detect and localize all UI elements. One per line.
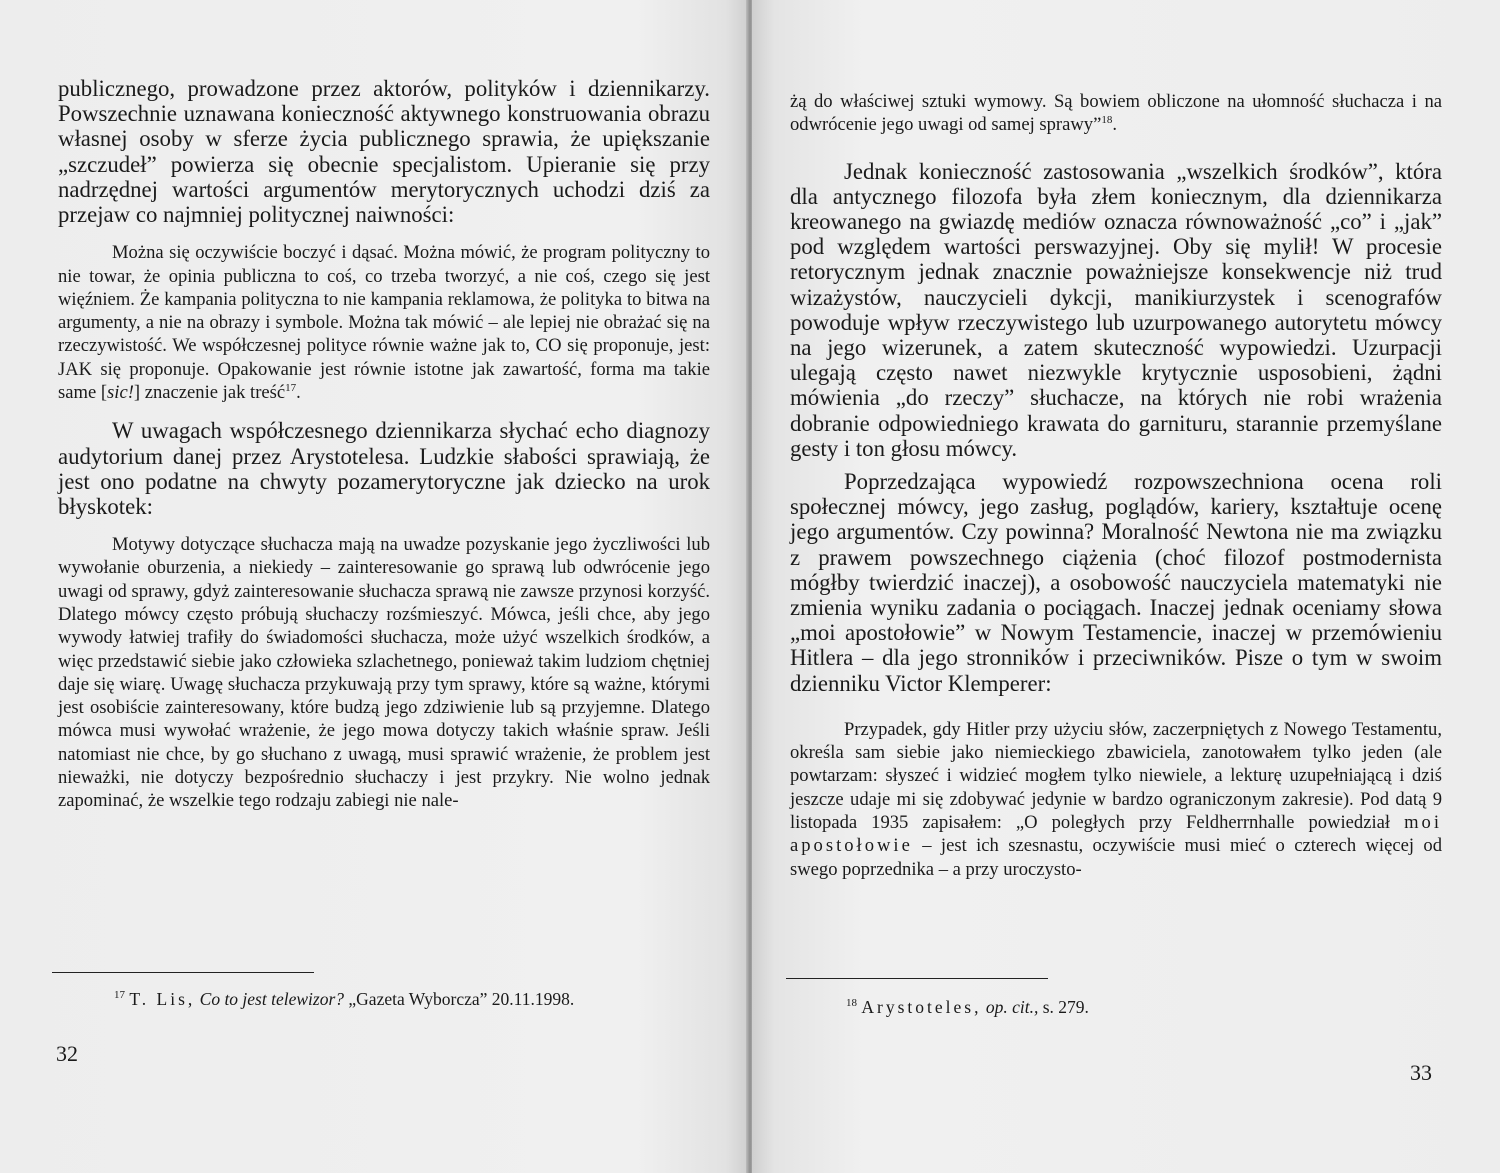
right-footnote-rule	[786, 978, 1048, 979]
left-paragraph-2: W uwagach współczesnego dziennikarza słychać echo diagnozy audytorium danej przez Arystotelesa. Ludzkie słabości sprawiają, że jest ono podatne na chwyty pozamerytoryczne jak dziecko na urok błyskotek:	[58, 418, 710, 519]
left-paragraph-1: publicznego, prowadzone przez aktorów, polityków i dziennikarzy. Powszechnie uznawana konieczność aktywnego konstruowania obrazu własnej osoby w sferze życia publicznego sprawia, że upiększanie „szczudeł” powierza się obecnie specjalistom. Upieranie się przy nadrzędnej wartości argumentów merytorycznych uchodzi dziś za przejaw co najmniej politycznej naiwności:	[58, 76, 710, 228]
quote-1-text: Można się oczywiście boczyć i dąsać. Można mówić, że program polityczny to nie towar, że opinia publiczna to coś, co trzeba tworzyć, a nie coś, czego się jest więźniem. Że kampania polityczna to nie kampania reklamowa, że polityka to bitwa na argumenty, a nie na obrazy i symbole. Można tak mówić – ale lepiej nie obrażać się na rzeczywistość. We współczesnej polityce równie ważne jak to, CO się proponuje, jest: JAK się proponuje. Opakowanie jest równie istotne jak zawartość, forma ma takie same [	[58, 242, 710, 403]
right-footnote	[846, 996, 1089, 1018]
quote-continuation-period: .	[1112, 114, 1118, 136]
right-quote-continuation	[790, 90, 1442, 137]
footnote-17-author: T. Lis,	[129, 989, 196, 1009]
footnote-18-title: op. cit.,	[985, 997, 1039, 1017]
left-block-quote-1	[58, 241, 710, 404]
quote-1-end: ] znaczenie jak treść	[133, 382, 286, 403]
right-quote-end: – jest ich szesnastu, oczywiście musi mieć o czterech więcej od swego poprzednika – a przy uroczysto-	[790, 835, 1442, 880]
left-page	[0, 0, 748, 1173]
left-footnote	[114, 988, 574, 1010]
quote-1-period: .	[296, 382, 301, 403]
page-number-right: 33	[1410, 1060, 1432, 1085]
right-text-block	[790, 90, 1442, 881]
page-number-left: 32	[56, 1041, 78, 1066]
right-block-quote	[790, 718, 1442, 881]
left-footnote-rule	[52, 972, 314, 973]
right-paragraph-1: Jednak konieczność zastosowania „wszelkich środków”, która dla antycznego filozofa była złem koniecznym, dla dziennikarza kreowanego na gwiazdę mediów oznacza równoważność „co” i „jak” pod względem wartości perswazyjnej. Oby się mylił! W procesie retorycznym jednak znacznie poważniejsze konsekwencje niż trud wizażystów, nauczycieli dykcji, manikiurzystek i scenografów powoduje wpływ rzeczywistego lub uzurpowanego autorytetu mówcy na jego wizerunek, a zatem skuteczność wypowiedzi. Uzurpacji ulegają często nawet niezwykle krytycznie usposobieni, żądni mówienia „do rzeczy” słuchacze, na których nie robi wrażenia dobranie odpowiedniego krawata do garnituru, starannie przemyślane gesty i ton głosu mówcy.	[790, 158, 1442, 461]
quote-continuation-text: żą do właściwej sztuki wymowy. Są bowiem obliczone na ułomność słuchacza i na odwrócenie jego uwagi od samej sprawy”	[790, 91, 1442, 136]
footnote-17-number: 17	[114, 989, 125, 1002]
footnote-18-author: Arystoteles,	[861, 997, 982, 1017]
left-block-quote-2: Motywy dotyczące słuchacza mają na uwadze pozyskanie jego życzliwości lub wywołanie oburzenia, a niekiedy – zainteresowanie go sprawą lub odwrócenie jego uwagi od sprawy, gdyż zainteresowanie słuchacza sprawą nie zawsze przynosi korzyść. Dlatego mówcy często próbują słuchaczy rozśmieszyć. Mówca, jeśli chce, aby jego wywody łatwiej trafiły do świadomości słuchacza, może użyć wszelkich środków, a więc przedstawić siebie jako człowieka szlachetnego, ponieważ takim ludziom chętniej daje się wiarę. Uwagę słuchacza przykuwają przy tym sprawy, które są ważne, którymi jest osobiście zainteresowany, które budzą jego zdziwienie lub są przyjemne. Dlatego mówca musi wywołać wrażenie, że jego mowa dotyczy takich właśnie spraw. Jeśli natomiast nie chce, by go słuchano z uwagą, musi sprawić wrażenie, że problem jest nieważki, nie dotyczy bezpośrednio słuchaczy i jest przykry. Nie wolno jednak zapominać, że wszelkie tego rodzaju zabiegi nie nale-	[58, 534, 710, 812]
right-paragraph-2: Poprzedzająca wypowiedź rozpowszechniona ocena roli społecznej mówcy, jego zasług, poglądów, kariery, kształtuje ocenę jego argumentów. Czy powinna? Moralność Newtona nie ma związku z prawem powszechnego ciążenia (choć filozof postmodernista mógłby twierdzić inaczej), a osobowość nauczyciela matematyki nie zmienia wyniku zadania o pociągach. Inaczej jednak oceniamy słowa „moi apostołowie” w Nowym Testamencie, inaczej w przemówieniu Hitlera – dla jego stronników i przeciwników. Pisze o tym w swoim dzienniku Victor Klemperer:	[790, 469, 1442, 696]
footnote-ref-18: 18	[1101, 114, 1113, 127]
left-text-block	[58, 76, 710, 813]
right-quote-start: Przypadek, gdy Hitler przy użyciu słów, zaczerpniętych z Nowego Testamentu, określa sam siebie jako niemieckiego zbawiciela, zanotowałem tylko jeden (ale powtarzam: słyszeć i widzieć mogłem tylko niewiele, a lekturę uzupełniającą i dziś jeszcze udaje mi się zdobywać jedynie w bardzo ograniczonym zakresie). Pod datą 9 listopada 1935 zapisałem: „O poległych przy Feldherrnhalle powiedział	[790, 718, 1442, 834]
sic-italic: sic!	[107, 382, 134, 403]
right-quote-spaced-phrase: moi apostołowie	[790, 812, 1442, 857]
footnote-ref-17: 17	[285, 381, 297, 394]
footnote-18-number: 18	[846, 997, 857, 1010]
footnote-17-title: Co to jest telewizor?	[199, 989, 345, 1009]
footnote-17-source: „Gazeta Wyborcza” 20.11.1998.	[348, 989, 575, 1009]
footnote-18-source: s. 279.	[1042, 997, 1089, 1017]
